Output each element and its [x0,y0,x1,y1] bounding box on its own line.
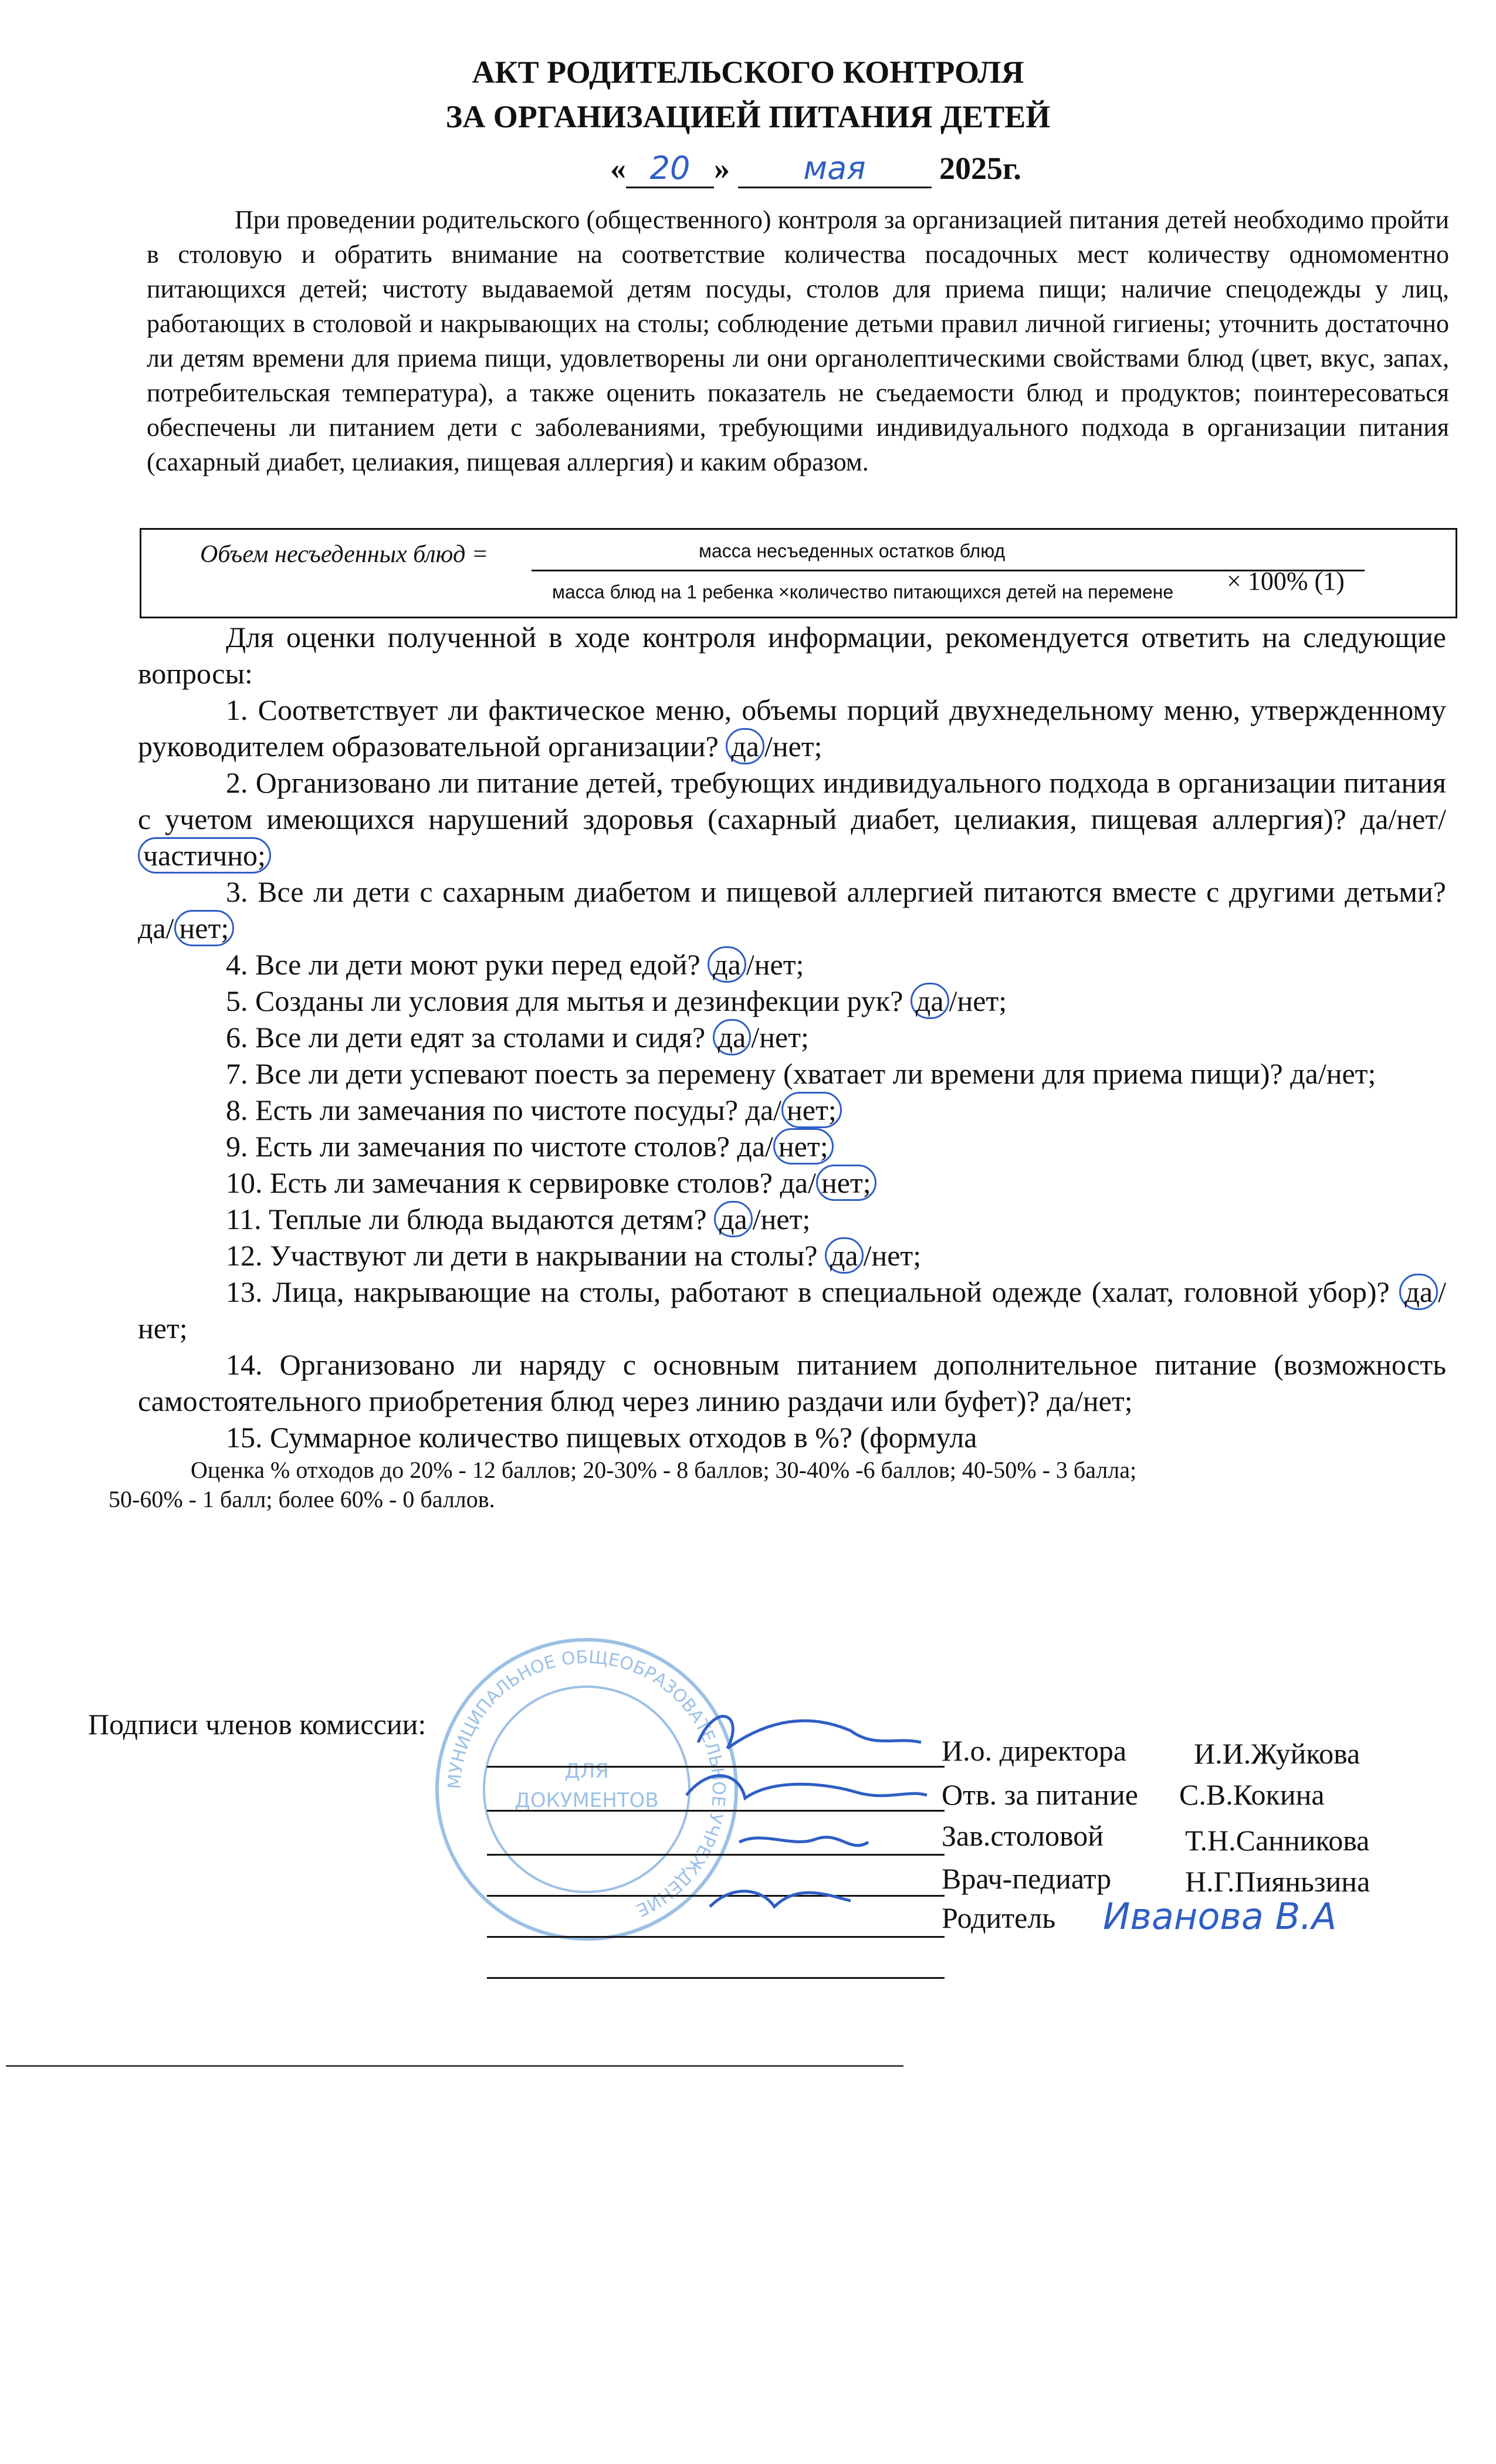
question-10 [138,1165,1446,1201]
circled-answer: нет; [174,910,235,946]
question-8 [138,1092,1446,1128]
question-2 [138,764,1446,874]
handwritten-signatures [675,1695,933,1954]
date-year: 2025г. [939,151,1021,186]
question-1 [138,692,1446,764]
questions-list [138,692,1446,1456]
question-5 [138,983,1446,1019]
date-day: 20 [649,150,691,187]
question-text: 4. Все ли дети моют руки перед едой? [226,948,708,981]
question-text: 14. Организовано ли наряду с основным питанием дополнительное питание (возможность самостоятельного приобретения блюд через линию раздачи или буфет)? да/нет; [138,1348,1446,1417]
questions-section [109,619,1446,1514]
date-close-quote: » [714,151,730,186]
question-14 [138,1346,1446,1419]
role-parent: Родитель [942,1901,1056,1934]
question-text: 12. Участвуют ли дети в накрывании на столы? [226,1239,825,1272]
date-day-field [626,150,714,188]
date-open-quote: « [610,151,626,186]
scoring-line-2: 50-60% - 1 балл; более 60% - 0 баллов. [109,1486,495,1512]
name-pediatrician: Н.Г.Пияньзина [1185,1865,1370,1898]
intro-paragraph: При проведении родительского (общественного) контроля за организацией питания детей необходимо пройти в столовую и обратить внимание на соответствие количества посадочных мест количеству одномоментно питающихся детей; чистоту выдаваемой детям посуды, столов для приема пищи; наличие спецодежды у лиц, работающих в столовой и накрывающих на столы; соблюдение детьми правил личной гигиены; уточнить достаточно ли детям времени для приема пищи, удовлетворены ли они органолептическими свойствами блюд (цвет, вкус, запах, потребительская температура), а также оценить показатель не съедаемости блюд и продуктов; поинтересоваться обеспечены ли питанием дети с заболеваниями, требующими индивидуального подхода в организации питания (сахарный диабет, целиакия, пищевая аллергия) и каким образом. [147,205,1449,476]
question-text: 8. Есть ли замечания по чистоте посуды? да/ [226,1094,782,1126]
question-15 [138,1419,1446,1456]
role-food-responsible: Отв. за питание [942,1778,1138,1811]
answer-rest: /нет; [764,730,823,763]
answer-rest: /нет; [949,984,1007,1017]
question-13 [138,1274,1446,1346]
role-pediatrician: Врач-педиатр [942,1862,1112,1895]
question-text: 3. Все ли дети с сахарным диабетом и пищевой аллергией питаются вместе с другими детьми? да/ [138,875,1446,945]
circled-answer: да [708,946,746,983]
question-text: 10. Есть ли замечания к сервировке столов? да/ [226,1166,816,1199]
question-12 [138,1237,1446,1274]
answer-rest: /нет; [751,1021,809,1054]
date-month-field [738,150,932,188]
formula-left: Объем несъеденных блюд = [200,541,489,568]
formula-right: × 100% (1) [1227,567,1345,595]
question-4 [138,946,1446,983]
circled-answer: да [825,1237,864,1274]
answer-rest: /нет; [138,1275,1446,1345]
circled-answer: частично; [138,837,271,874]
svg-text:ДОКУМЕНТОВ: ДОКУМЕНТОВ [515,1789,659,1812]
question-text: 7. Все ли дети успевают поесть за перемену (хватает ли времени для приема пищи)? да/нет; [226,1057,1376,1090]
circled-answer: да [714,1201,753,1237]
circled-answer: да [1399,1274,1438,1310]
title-line-1: АКТ РОДИТЕЛЬСКОГО КОНТРОЛЯ [472,55,1024,90]
circled-answer: нет; [773,1128,834,1165]
circled-answer: да [726,728,764,764]
role-canteen-head: Зав.столовой [942,1819,1104,1852]
lead-paragraph: Для оценки полученной в ходе контроля информации, рекомендуется ответить на следующие вопросы: [138,621,1446,690]
bottom-rule [6,2065,903,2067]
question-11 [138,1201,1446,1237]
name-canteen-head: Т.Н.Санникова [1185,1824,1370,1857]
question-text: 2. Организовано ли питание детей, требующих индивидуального подхода в организации питания с учетом имеющихся нарушений здоровья (сахарный диабет, целиакия, пищевая аллергия)? да/нет/ [138,766,1446,835]
question-text: 13. Лица, накрывающие на столы, работают в специальной одежде (халат, головной убор)? [226,1275,1400,1308]
question-text: 1. Соответствует ли фактическое меню, объемы порций двухнедельному меню, утвержденному руководителем образовательной организации? [138,693,1446,763]
title-line-2: ЗА ОРГАНИЗАЦИЕЙ ПИТАНИЯ ДЕТЕЙ [445,99,1051,134]
circled-answer: нет; [781,1092,842,1128]
circled-answer: да [911,983,949,1019]
date-line [610,150,1021,188]
signatures-label: Подписи членов комиссии: [88,1708,427,1741]
svg-text:ДЛЯ: ДЛЯ [564,1759,609,1783]
date-month: мая [803,150,866,187]
question-text: 6. Все ли дети едят за столами и сидя? [226,1021,713,1054]
question-9 [138,1128,1446,1165]
signature-line-6 [487,1977,945,1979]
formula-box [140,528,1457,618]
name-food-responsible: С.В.Кокина [1179,1778,1325,1811]
scoring-line-1: Оценка % отходов до 20% - 12 баллов; 20-30% - 8 баллов; 30-40% -6 баллов; 40-50% - 3 балла; [191,1457,1137,1483]
formula-denominator: масса блюд на 1 ребенка ×количество питающихся детей на перемене [552,581,1174,603]
question-text: 15. Суммарное количество пищевых отходов в %? (формула [226,1421,977,1454]
name-director: И.И.Жуйкова [1194,1737,1360,1770]
formula-numerator: масса несъеденных остатков блюд [699,540,1006,561]
question-text: 9. Есть ли замечания по чистоте столов? да/ [226,1130,773,1163]
svg-text:МУНИЦИПАЛЬНОЕ ОБЩЕОБРАЗОВАТЕЛЬ: МУНИЦИПАЛЬНОЕ ОБЩЕОБРАЗОВАТЕЛЬНОЕ УЧРЕЖДЕНИЕ [444,1647,729,1921]
question-6 [138,1019,1446,1055]
circled-answer: да [713,1019,752,1055]
question-text: 5. Созданы ли условия для мытья и дезинфекции рук? [226,984,911,1017]
question-text: 11. Теплые ли блюда выдаются детям? [226,1203,715,1236]
answer-rest: /нет; [863,1239,922,1272]
parent-handwritten-name: Иванова В.А [1103,1895,1337,1938]
answer-rest: /нет; [746,948,804,981]
question-3 [138,874,1446,946]
circled-answer: нет; [816,1165,876,1201]
answer-rest: /нет; [752,1203,811,1236]
question-7 [138,1055,1446,1092]
role-director: И.о. директора [942,1734,1127,1767]
